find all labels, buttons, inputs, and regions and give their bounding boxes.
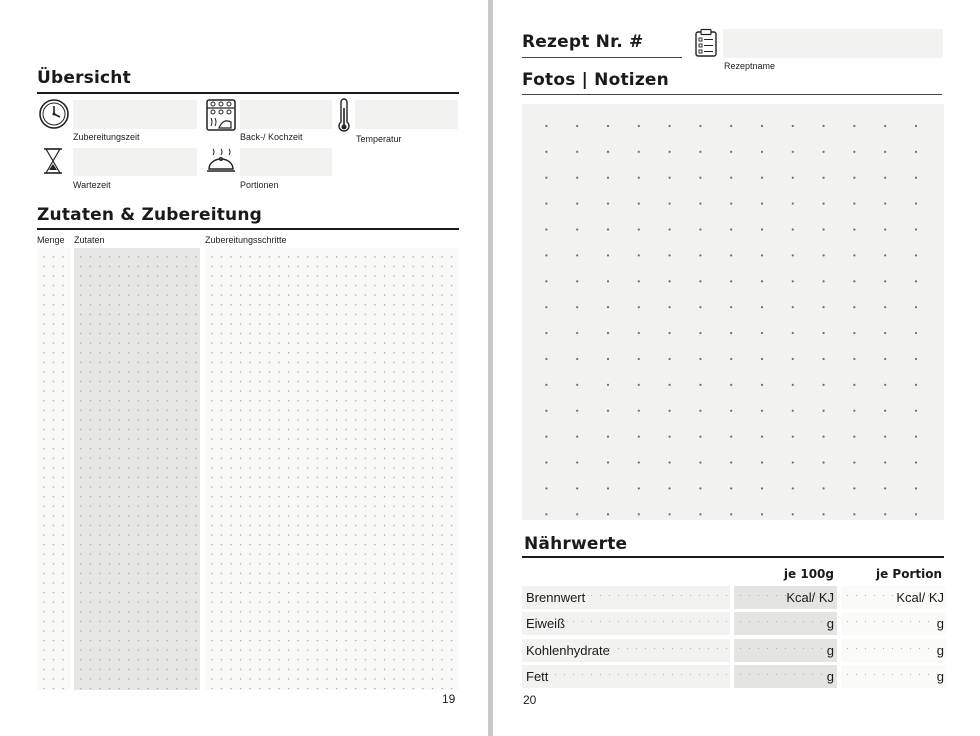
overview-title: Übersicht	[37, 68, 131, 88]
portions-label: Portionen	[240, 180, 279, 190]
page-number-left: 19	[442, 692, 456, 706]
steps-column[interactable]	[205, 248, 459, 690]
photos-notes-area[interactable]	[522, 104, 944, 520]
nutrition-value-per-100g[interactable]: Kcal/ KJ	[734, 586, 837, 609]
nutrition-value-per-portion[interactable]: Kcal/ KJ	[841, 586, 946, 609]
bake-time-label: Back-/ Kochzeit	[240, 132, 303, 142]
steps-column-header: Zubereitungsschritte	[205, 235, 287, 245]
recipe-name-field[interactable]	[723, 29, 943, 58]
nutrition-row-carbs	[522, 639, 946, 662]
per-100g-header: je 100g	[783, 567, 834, 581]
clipboard-icon	[693, 28, 719, 58]
clock-icon	[38, 98, 70, 130]
nutrition-value-per-100g[interactable]: g	[734, 612, 837, 635]
recipe-number-rule	[522, 57, 682, 58]
wait-time-label: Wartezeit	[73, 180, 111, 190]
ingredients-title: Zutaten & Zubereitung	[37, 205, 263, 225]
nutrition-row-fat	[522, 665, 946, 688]
amount-column-header: Menge	[37, 235, 65, 245]
nutrition-label: Fett	[522, 665, 730, 688]
per-portion-header: je Portion	[875, 567, 942, 581]
nutrition-rule	[522, 556, 944, 558]
prep-time-field[interactable]	[73, 100, 197, 129]
wait-time-field[interactable]	[73, 148, 197, 176]
temperature-label: Temperatur	[356, 134, 402, 144]
nutrition-label: Eiweiß	[522, 612, 730, 635]
recipe-number-title: Rezept Nr. #	[522, 32, 644, 52]
prep-time-label: Zubereitungszeit	[73, 132, 140, 142]
overview-rule	[37, 92, 459, 94]
nutrition-title: Nährwerte	[524, 534, 628, 554]
page-number-right: 20	[523, 693, 537, 707]
nutrition-label: Kohlenhydrate	[522, 639, 730, 662]
ingredients-column[interactable]	[74, 248, 200, 690]
nutrition-row-protein	[522, 612, 946, 635]
nutrition-value-per-100g[interactable]: g	[734, 665, 837, 688]
hourglass-icon	[42, 147, 64, 175]
left-page	[0, 0, 488, 736]
nutrition-value-per-portion[interactable]: g	[841, 639, 946, 662]
photos-notes-rule	[522, 94, 942, 95]
thermometer-icon	[336, 98, 352, 134]
bake-time-field[interactable]	[240, 100, 332, 129]
temperature-field[interactable]	[355, 100, 458, 129]
amount-column[interactable]	[37, 248, 70, 690]
nutrition-label: Brennwert	[522, 586, 730, 609]
portions-field[interactable]	[240, 148, 332, 176]
nutrition-value-per-portion[interactable]: g	[841, 665, 946, 688]
cloche-icon	[205, 147, 237, 175]
nutrition-value-per-100g[interactable]: g	[734, 639, 837, 662]
photos-notes-title: Fotos | Notizen	[522, 70, 669, 90]
nutrition-value-per-portion[interactable]: g	[841, 612, 946, 635]
ingredients-column-header: Zutaten	[74, 235, 105, 245]
recipe-name-label: Rezeptname	[724, 61, 776, 71]
ingredients-rule	[37, 228, 459, 230]
nutrition-row-energy	[522, 586, 946, 609]
oven-icon	[205, 98, 237, 132]
